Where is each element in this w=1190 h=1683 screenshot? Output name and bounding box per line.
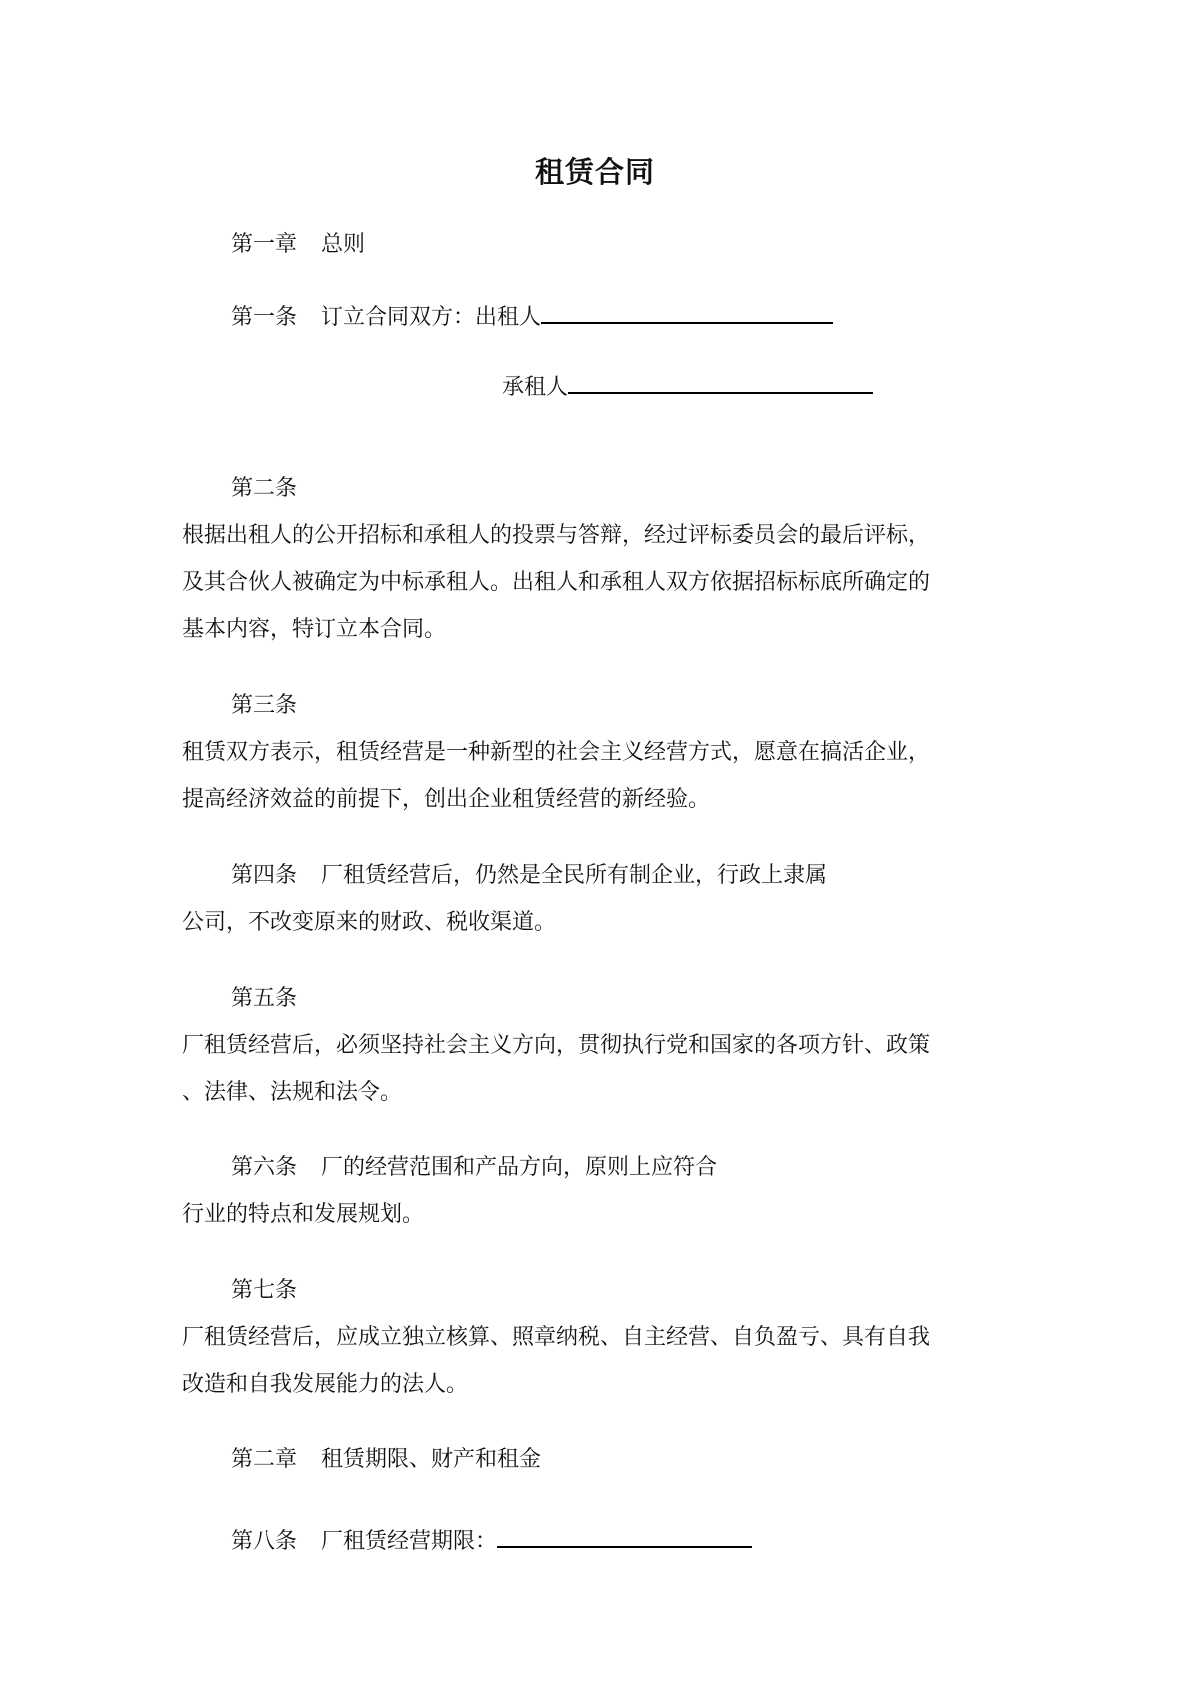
chapter-2-heading [231,1445,541,1475]
article-6-continued: 行业的特点和发展规划。 [182,1202,425,1227]
article-1-lessee [502,368,873,403]
article-5-line-1: 厂租赁经营后，必须坚持社会主义方向，贯彻执行党和国家的各项方针、政策 [182,1033,931,1058]
article-1-text: 订立合同双方：出租人 [321,305,542,330]
article-7-line-1: 厂租赁经营后，应成立独立核算、照章纳税、自主经营、自负盈亏、具有自我 [182,1325,931,1350]
article-3-line-2: 提高经济效益的前提下，创出企业租赁经营的新经验。 [182,787,711,812]
article-1-label: 第一条 [231,305,298,330]
chapter-1-name: 总则 [321,232,366,257]
article-6-label: 第六条 [231,1155,298,1180]
article-2-line-1: 根据出租人的公开招标和承租人的投票与答辩，经过评标委员会的最后评标， [182,523,931,548]
article-8 [231,1522,752,1557]
article-4 [231,861,827,891]
article-5-line-2: 、法律、法规和法令。 [182,1080,403,1105]
article-2-label: 第二条 [231,476,298,501]
article-4-label: 第四条 [231,863,298,888]
article-8-text: 厂租赁经营期限： [321,1529,498,1554]
article-3-line-1: 租赁双方表示，租赁经营是一种新型的社会主义经营方式，愿意在搞活企业， [182,740,931,765]
article-6-text: 厂的经营范围和产品方向，原则上应符合 [321,1155,718,1180]
chapter-2-label: 第二章 [231,1447,298,1472]
article-2-line-3: 基本内容，特订立本合同。 [182,617,447,642]
lessee-blank[interactable] [568,368,873,394]
lessor-blank[interactable] [541,298,833,324]
article-5-label: 第五条 [231,986,298,1011]
chapter-1-heading [231,230,365,260]
chapter-2-name: 租赁期限、财产和租金 [321,1447,542,1472]
article-8-label: 第八条 [231,1529,298,1554]
article-4-text: 厂租赁经营后，仍然是全民所有制企业，行政上隶属 [321,863,828,888]
lease-term-blank[interactable] [497,1522,752,1548]
article-7-line-2: 改造和自我发展能力的法人。 [182,1372,469,1397]
article-6 [231,1153,717,1183]
article-1 [231,298,833,333]
lessee-label: 承租人 [502,375,569,400]
article-4-continued: 公司，不改变原来的财政、税收渠道。 [182,910,557,935]
article-2-line-2: 及其合伙人被确定为中标承租人。出租人和承租人双方依据招标标底所确定的 [182,570,931,595]
document-title: 租赁合同 [534,155,655,189]
article-3-label: 第三条 [231,693,298,718]
chapter-1-label: 第一章 [231,232,298,257]
article-7-label: 第七条 [231,1278,298,1303]
